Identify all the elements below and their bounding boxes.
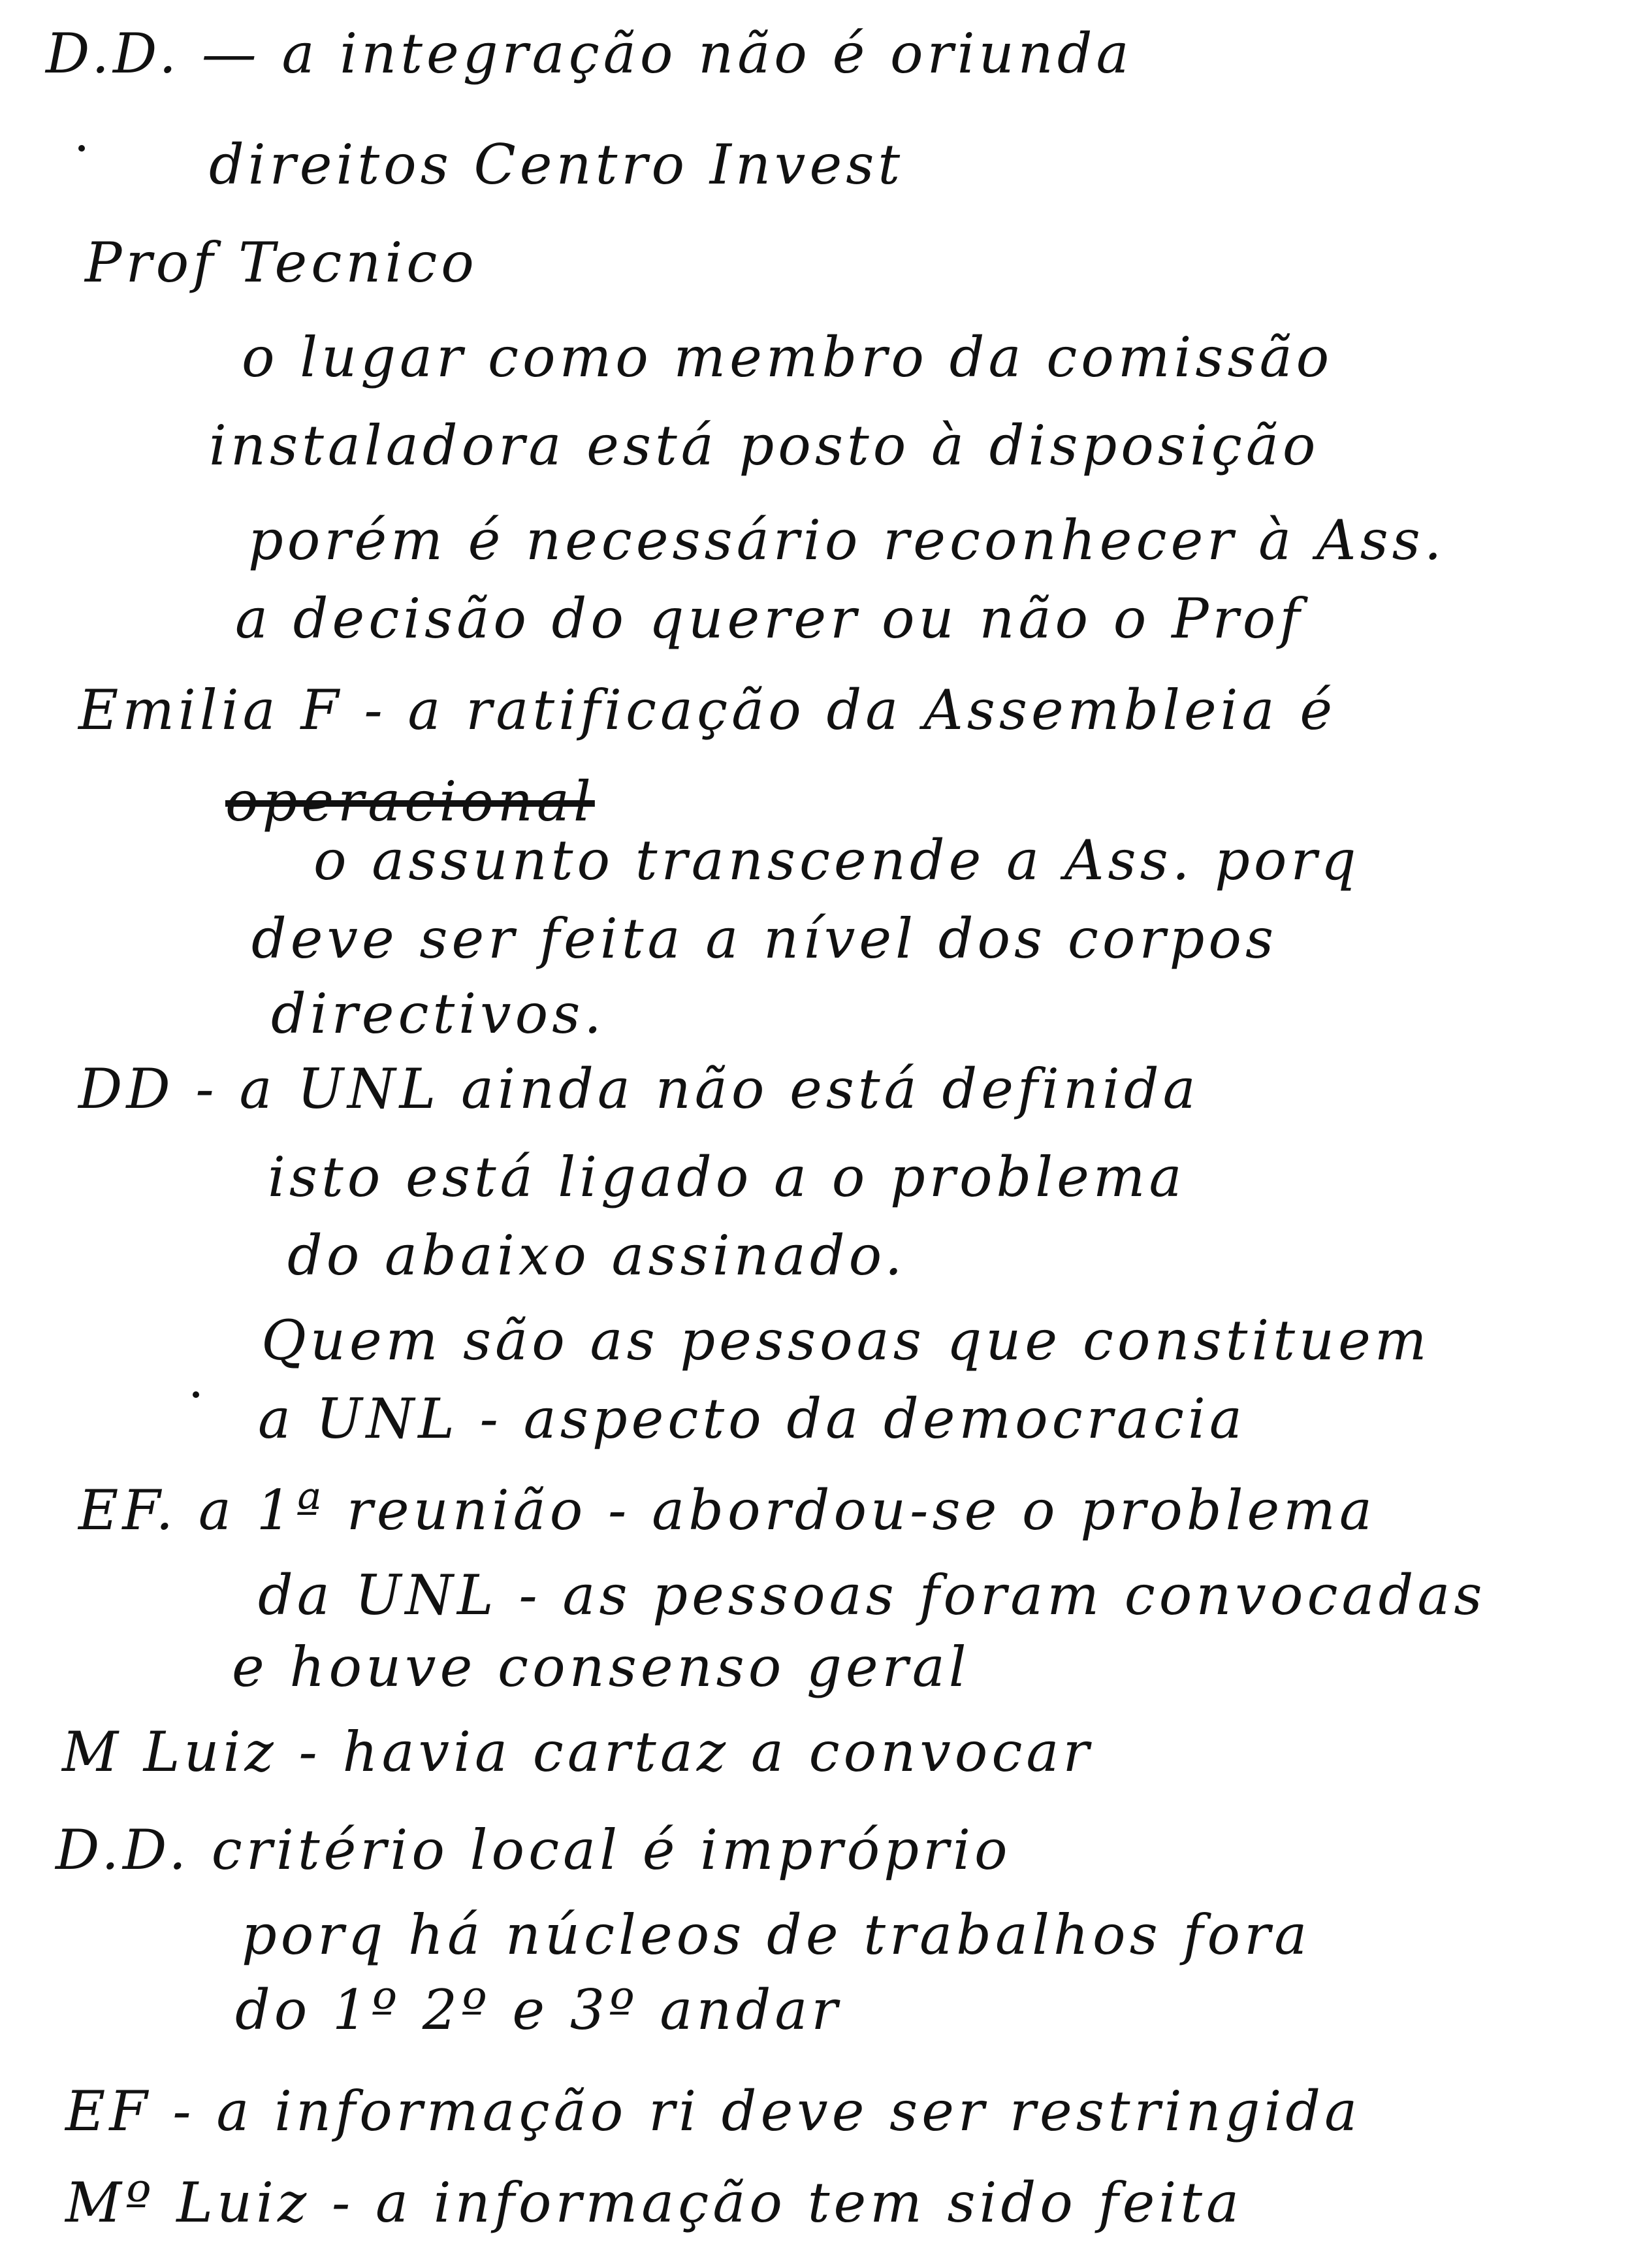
- note-line: Quem são as pessoas que constituem: [261, 1308, 1431, 1372]
- note-line: a UNL - aspecto da democracia: [258, 1387, 1246, 1451]
- note-line: Prof Tecnico: [85, 231, 478, 295]
- note-line: da UNL - as pessoas foram convocadas: [258, 1563, 1486, 1627]
- ink-dot: [193, 1391, 199, 1398]
- note-line: do abaixo assinado.: [287, 1223, 906, 1288]
- note-line: directivos.: [271, 982, 606, 1046]
- note-line: a decisão do querer ou não o Prof: [235, 587, 1304, 651]
- note-line: porém é necessário reconhecer à Ass.: [248, 508, 1446, 572]
- note-line: o lugar como membro da comissão: [242, 325, 1334, 389]
- note-line: instaladora está posto à disposição: [209, 413, 1320, 478]
- note-line: do 1º 2º e 3º andar: [235, 1978, 842, 2042]
- note-line: D.D. — a integração não é oriunda: [46, 22, 1133, 86]
- note-line: porq há núcleos de trabalhos fora: [242, 1903, 1311, 1967]
- note-line: e houve consenso geral: [232, 1635, 970, 1699]
- note-line: direitos Centro Invest: [209, 133, 904, 197]
- note-line: D.D. critério local é impróprio: [56, 1818, 1012, 1882]
- note-line: Emilia F - a ratificação da Assembleia é: [78, 678, 1337, 742]
- note-line: EF - a informação ri deve ser restringida: [65, 2079, 1362, 2143]
- note-line: DD - a UNL ainda não está definida: [78, 1057, 1200, 1121]
- note-line: isto está ligado a o problema: [268, 1145, 1186, 1209]
- note-line: M Luiz - havia cartaz a convocar: [62, 1720, 1093, 1784]
- note-line: EF. a 1ª reunião - abordou-se o problema: [78, 1478, 1376, 1542]
- note-line: deve ser feita a nível dos corpos: [251, 907, 1278, 971]
- ink-dot: [78, 145, 85, 152]
- note-line: Mº Luiz - a informação tem sido feita: [65, 2171, 1243, 2235]
- note-line: o assunto transcende a Ass. porq: [313, 828, 1360, 892]
- note-line: operacional: [225, 770, 595, 834]
